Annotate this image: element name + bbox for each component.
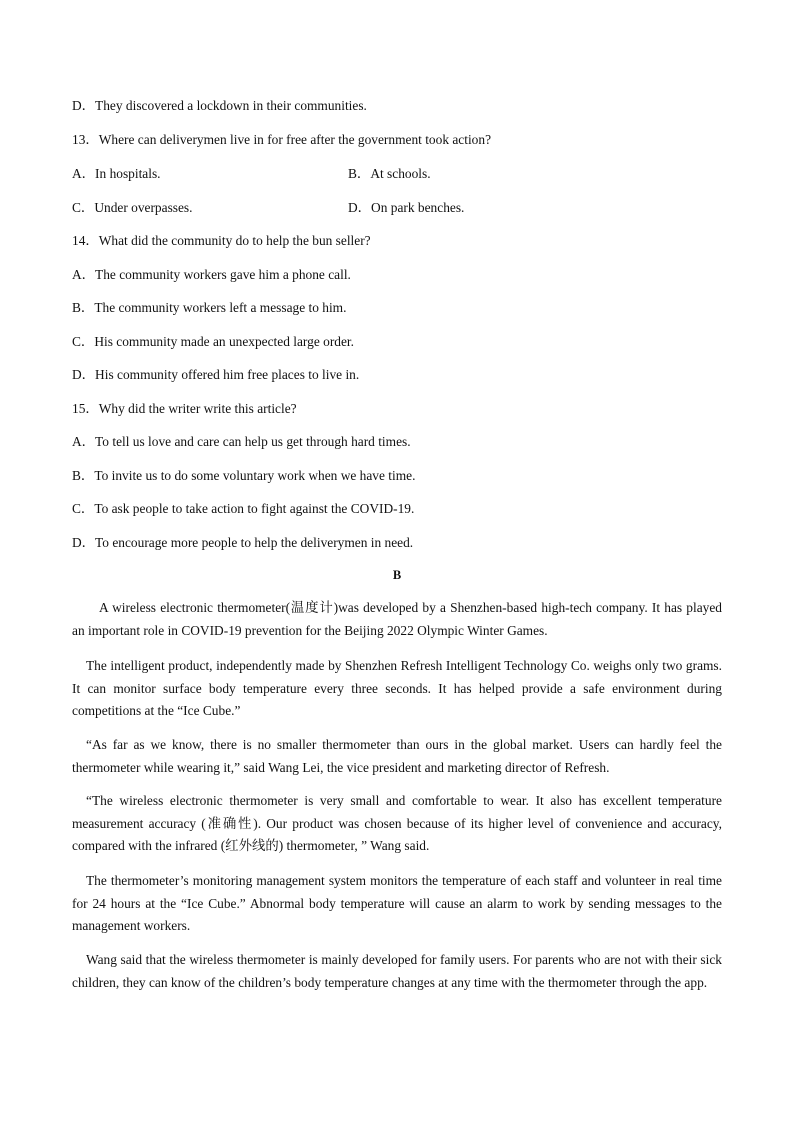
q13-question: 13．Where can deliverymen live in for free after the government took action? [72, 132, 492, 147]
q15-option-c: C．To ask people to take action to fight against the COVID-19. [72, 501, 415, 516]
q13-option-a: A．In hospitals. [72, 166, 161, 181]
q14-question: 14．What did the community do to help the bun seller? [72, 233, 371, 248]
q13-option-d: D．On park benches. [348, 200, 465, 215]
q12-option-d: D．They discovered a lockdown in their communities. [72, 98, 367, 113]
q14-option-d: D．His community offered him free places to live in. [72, 367, 360, 382]
passage-paragraph-4: “The wireless electronic thermometer is very small and comfortable to wear. It also has excellent temperature measurement accuracy (准确性). Our product was chosen because of its higher level of convenience and accuracy, compared with the infrared (红外线的) thermometer, ” Wang said. [72, 793, 722, 854]
q15-option-d: D．To encourage more people to help the deliverymen in need. [72, 535, 414, 550]
q14-option-c: C．His community made an unexpected large order. [72, 334, 354, 349]
passage-paragraph-5: The thermometer’s monitoring management system monitors the temperature of each staff and volunteer in real time for 24 hours at the “Ice Cube.” Abnormal body temperature will cause an alarm to work by sending messages to the management workers. [72, 873, 722, 934]
q14-option-a: A．The community workers gave him a phone call. [72, 267, 351, 282]
q15-question: 15．Why did the writer write this article? [72, 401, 297, 416]
passage-paragraph-2: The intelligent product, independently made by Shenzhen Refresh Intelligent Technology Co. weighs only two grams. It can monitor surface body temperature every three seconds. It has helped provide a safe environment during competitions at the “Ice Cube.” [72, 658, 722, 719]
q13-option-b: B．At schools. [348, 166, 431, 181]
section-heading: B [392, 568, 402, 582]
passage-paragraph-3: “As far as we know, there is no smaller thermometer than ours in the global market. Users can hardly feel the thermometer while wearing it,” said Wang Lei, the vice president and marketing director of Refresh. [72, 737, 722, 775]
passage-paragraph-1: A wireless electronic thermometer(温度计)was developed by a Shenzhen-based high-tech company. It has played an important role in COVID-19 prevention for the Beijing 2022 Olympic Winter Games. [72, 600, 722, 638]
passage-paragraph-6: Wang said that the wireless thermometer is mainly developed for family users. For parents who are not with their sick children, they can know of the children’s body temperature changes at any time with the thermometer through the app. [72, 952, 722, 990]
q13-option-c: C．Under overpasses. [72, 200, 193, 215]
q15-option-a: A．To tell us love and care can help us get through hard times. [72, 434, 411, 449]
q14-option-b: B．The community workers left a message to him. [72, 300, 347, 315]
q15-option-b: B．To invite us to do some voluntary work when we have time. [72, 468, 416, 483]
